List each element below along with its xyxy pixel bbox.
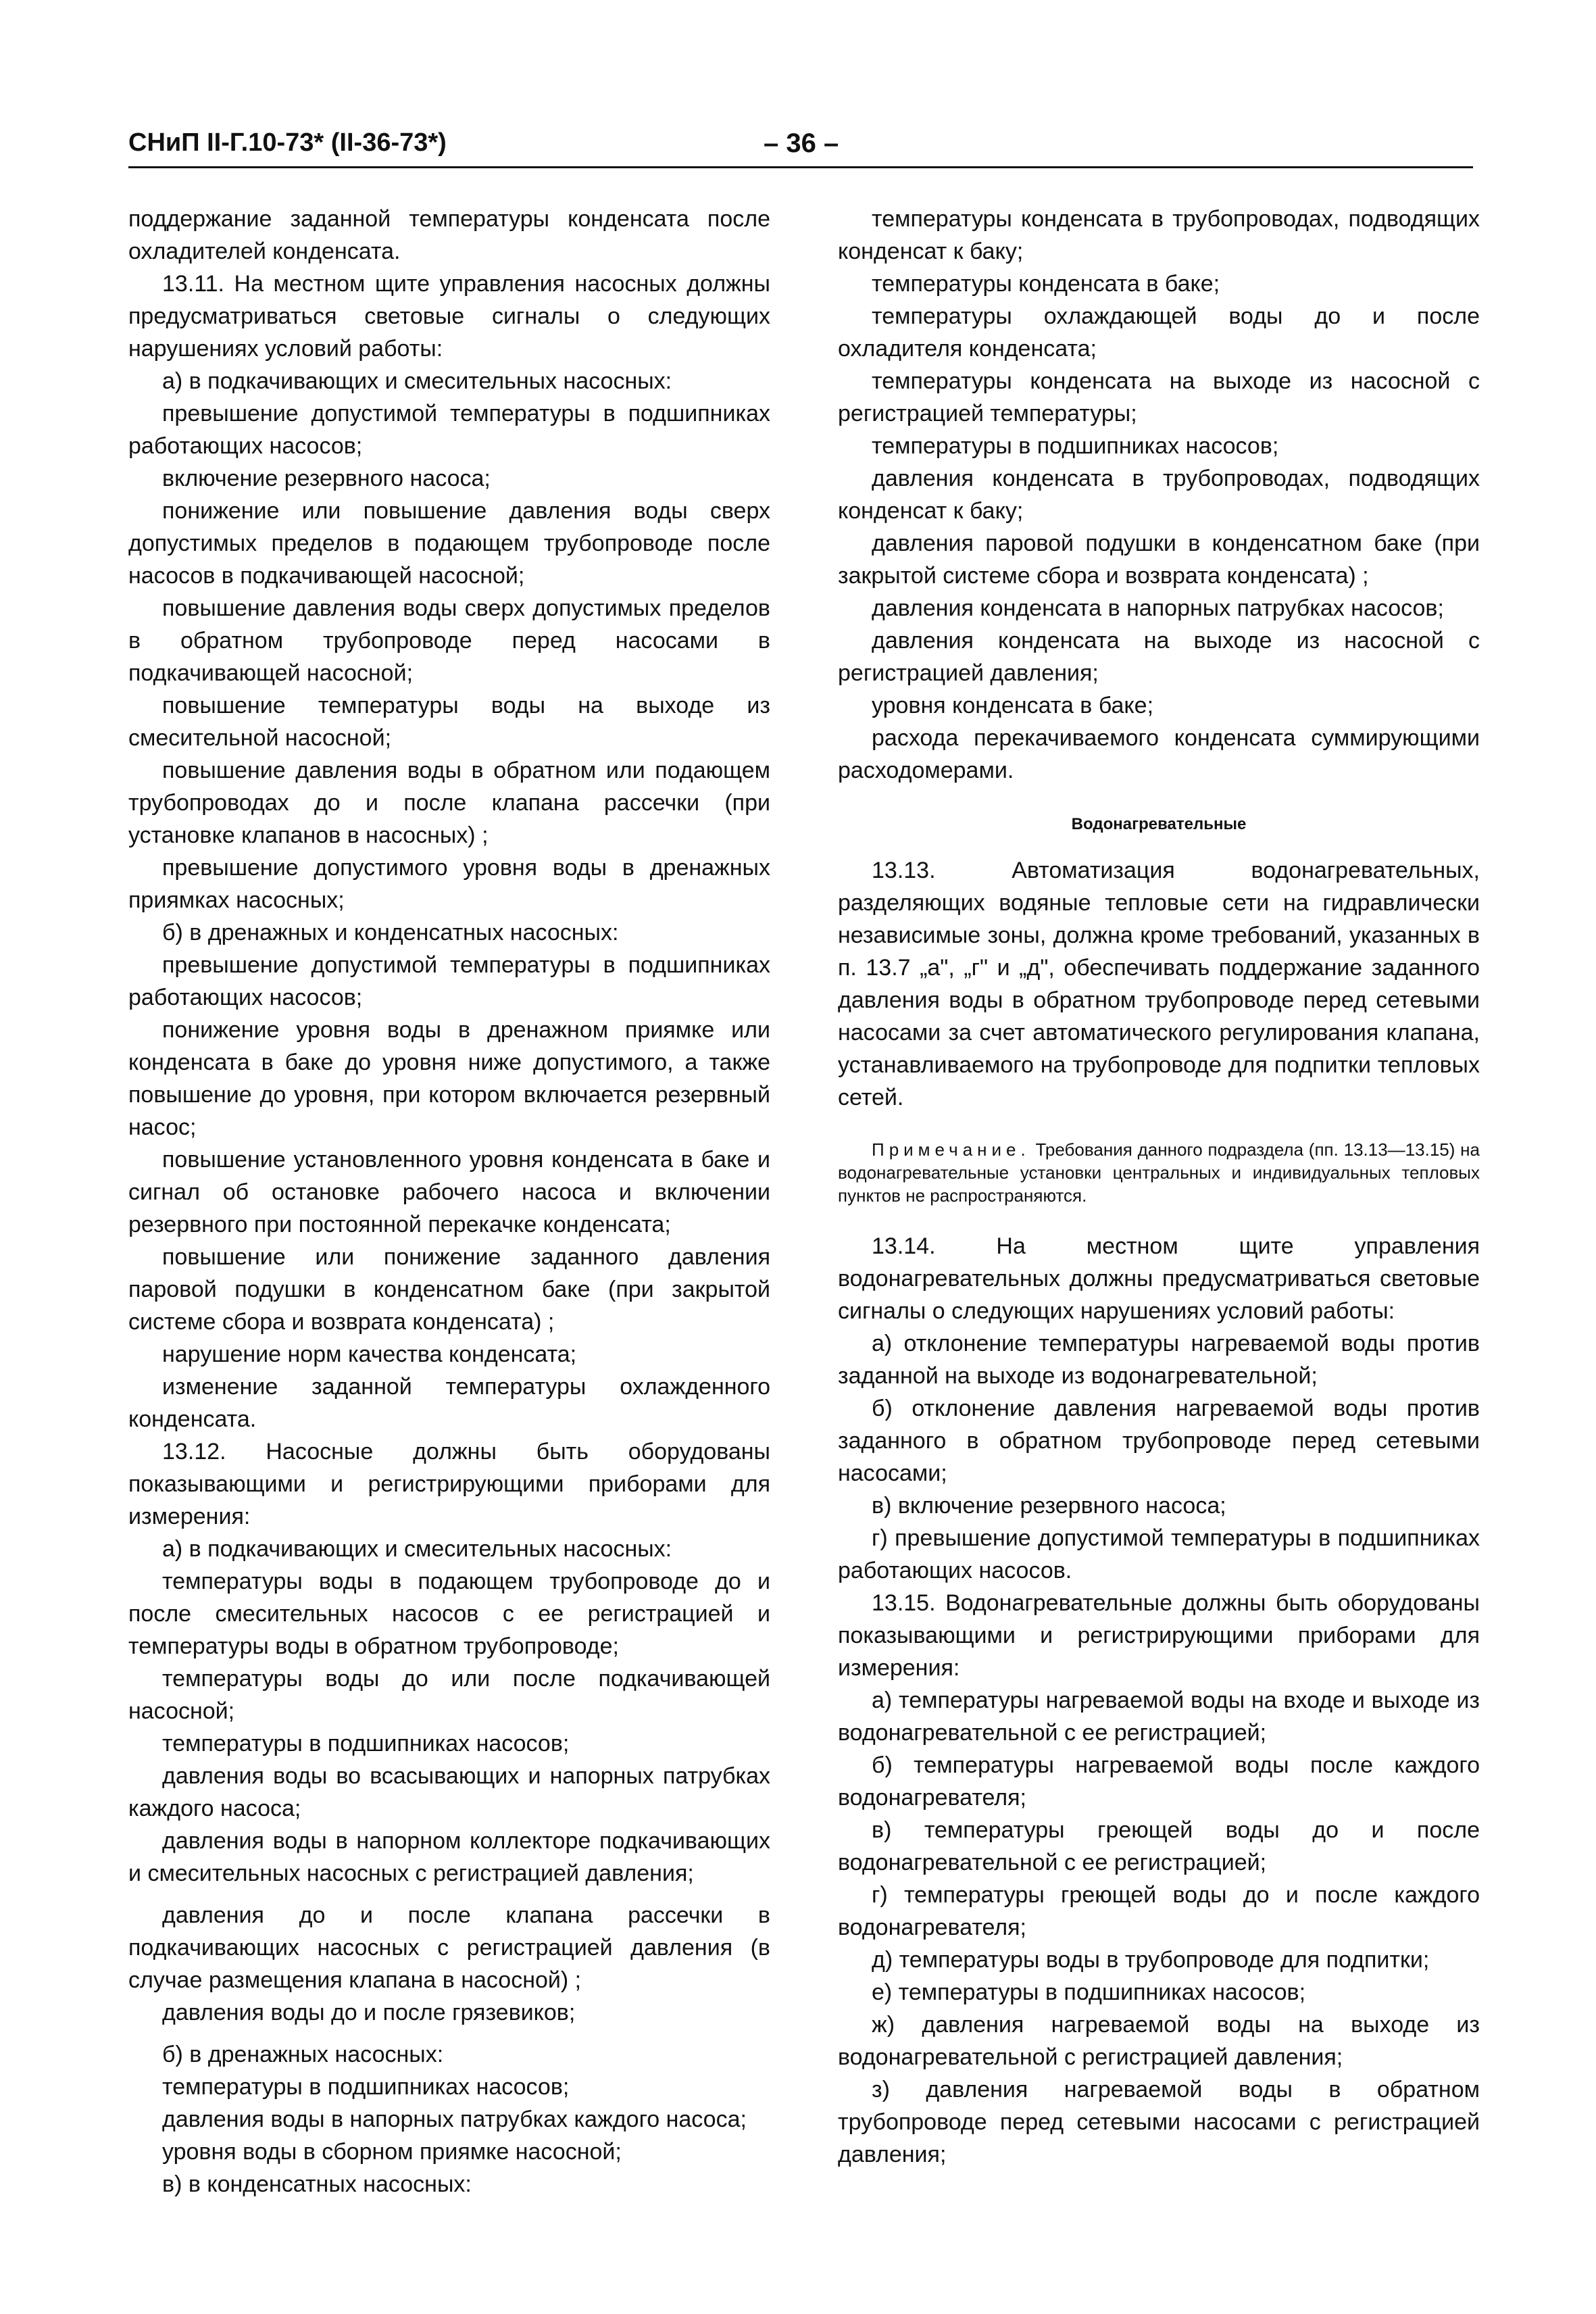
list-item: превышение допустимой температуры в подшипниках работающих насосов; [128, 952, 770, 1010]
paragraph-13-12: 13.12. Насосные должны быть оборудованы показывающими и регистрирующими приборами для измерения: [128, 1439, 770, 1529]
list-item: давления до и после клапана рассечки в подкачивающих насосных с регистрацией давления (в случае размещения клапана в насосной) ; [128, 1902, 770, 1993]
note-label: Примечание. [872, 1139, 1030, 1160]
right-column [838, 203, 1480, 2171]
list-item: б) в дренажных и конденсатных насосных: [162, 920, 619, 945]
list-item: а) отклонение температуры нагреваемой воды против заданной на выходе из водонагревательной; [838, 1331, 1480, 1389]
list-item: уровня воды в сборном приямке насосной; [162, 2139, 622, 2165]
list-item: давления паровой подушки в конденсатном баке (при закрытой системе сбора и возврата конденсата) ; [838, 531, 1480, 589]
paragraph: поддержание заданной температуры конденсата после охладителей конденсата. [128, 206, 770, 264]
list-item: г) температуры греющей воды до и после каждого водонагревателя; [838, 1882, 1480, 1940]
list-item: е) температуры в подшипниках насосов; [872, 1979, 1306, 2005]
list-item: а) в подкачивающих и смесительных насосных: [162, 1536, 672, 1562]
list-item: в) температуры греющей воды до и после водонагревательной с ее регистрацией; [838, 1817, 1480, 1875]
list-item: температуры конденсата в трубопроводах, подводящих конденсат к баку; [838, 206, 1480, 264]
list-item: уровня конденсата в баке; [872, 693, 1154, 718]
list-item: температуры конденсата на выходе из насосной с регистрацией температуры; [838, 368, 1480, 426]
page-number: – 36 – [764, 128, 839, 158]
list-item: з) давления нагреваемой воды в обратном трубопроводе перед сетевыми насосами с регистрацией давления; [838, 2077, 1480, 2167]
left-column [128, 203, 770, 2200]
list-item: давления воды до и после грязевиков; [162, 2000, 576, 2025]
list-item: понижение уровня воды в дренажном приямке или конденсата в баке до уровня ниже допустимого, а также повышение до уровня, при котором включается резервный насос; [128, 1017, 770, 1140]
page-header [128, 128, 1473, 169]
list-item: повышение давления воды сверх допустимых пределов в обратном трубопроводе перед насосами в подкачивающей насосной; [128, 595, 770, 686]
list-item: б) температуры нагреваемой воды после каждого водонагревателя; [838, 1752, 1480, 1811]
list-item: давления конденсата в трубопроводах, подводящих конденсат к баку; [838, 466, 1480, 524]
note-text: Требования данного подраздела (пп. 13.13—13.15) на водонагревательные установки центральных и индивидуальных тепловых пунктов не распространяются. [838, 1139, 1480, 1206]
list-item: температуры в подшипниках насосов; [162, 2074, 570, 2100]
list-item: б) в дренажных насосных: [162, 2042, 444, 2067]
list-item: температуры охлаждающей воды до и после охладителя конденсата; [838, 303, 1480, 362]
paragraph-13-11: 13.11. На местном щите управления насосных должны предусматриваться световые сигналы о следующих нарушениях условий работы: [128, 271, 770, 362]
list-item: давления воды в напорном коллекторе подкачивающих и смесительных насосных с регистрацией давления; [128, 1828, 770, 1886]
section-heading: Водонагревательные [1071, 815, 1247, 833]
paragraph-13-13: 13.13. Автоматизация водонагревательных, разделяющих водяные тепловые сети на гидравлически независимые зоны, должна кроме требований, указанных в п. 13.7 „а", „г" и „д", обеспечивать поддержание заданного давления воды в обратном трубопроводе перед сетевыми насосами за счет автоматического регулирования клапана, устанавливаемого на трубопроводе для подпитки тепловых сетей. [838, 858, 1480, 1110]
list-item: повышение или понижение заданного давления паровой подушки в конденсатном баке (при закрытой системе сбора и возврата конденсата) ; [128, 1244, 770, 1335]
list-item: а) в подкачивающих и смесительных насосных: [162, 368, 672, 394]
list-item: повышение установленного уровня конденсата в баке и сигнал об остановке рабочего насоса и включении резервного при постоянной перекачке конденсата; [128, 1147, 770, 1237]
document-code: СНиП II-Г.10-73* (II-36-73*) [128, 128, 447, 157]
list-item: давления воды во всасывающих и напорных патрубках каждого насоса; [128, 1763, 770, 1821]
list-item: нарушение норм качества конденсата; [162, 1341, 577, 1367]
list-item: температуры в подшипниках насосов; [872, 433, 1279, 459]
list-item: б) отклонение давления нагреваемой воды против заданного в обратном трубопроводе перед сетевыми насосами; [838, 1396, 1480, 1486]
list-item: расхода перекачиваемого конденсата суммирующими расходомерами. [838, 725, 1480, 783]
list-item: давления конденсата в напорных патрубках насосов; [872, 595, 1444, 621]
list-item: температуры воды в подающем трубопроводе до и после смесительных насосов с ее регистрацией и температуры воды в обратном трубопроводе; [128, 1569, 770, 1659]
note [838, 1138, 1480, 1207]
paragraph-13-14: 13.14. На местном щите управления водонагревательных должны предусматриваться световые сигналы о следующих нарушениях условий работы: [838, 1233, 1480, 1324]
list-item: включение резервного насоса; [162, 466, 491, 491]
list-item: в) в конденсатных насосных: [162, 2171, 472, 2197]
list-item: ж) давления нагреваемой воды на выходе из водонагревательной с регистрацией давления; [838, 2012, 1480, 2070]
list-item: давления конденсата на выходе из насосной с регистрацией давления; [838, 628, 1480, 686]
list-item: повышение давления воды в обратном или подающем трубопроводах до и после клапана рассечки (при установке клапанов в насосных) ; [128, 758, 770, 848]
list-item: д) температуры воды в трубопроводе для подпитки; [872, 1947, 1430, 1973]
paragraph-13-15: 13.15. Водонагревательные должны быть оборудованы показывающими и регистрирующими приборами для измерения: [838, 1590, 1480, 1681]
list-item: температуры воды до или после подкачивающей насосной; [128, 1666, 770, 1724]
list-item: понижение или повышение давления воды сверх допустимых пределов в подающем трубопроводе после насосов в подкачивающей насосной; [128, 498, 770, 589]
list-item: температуры в подшипниках насосов; [162, 1731, 570, 1756]
list-item: в) включение резервного насоса; [872, 1493, 1226, 1519]
list-item: повышение температуры воды на выходе из смесительной насосной; [128, 693, 770, 751]
list-item: давления воды в напорных патрубках каждого насоса; [162, 2107, 747, 2132]
list-item: а) температуры нагреваемой воды на входе и выходе из водонагревательной с ее регистрацией; [838, 1688, 1480, 1746]
list-item: г) превышение допустимой температуры в подшипниках работающих насосов. [838, 1525, 1480, 1583]
list-item: превышение допустимой температуры в подшипниках работающих насосов; [128, 401, 770, 459]
list-item: превышение допустимого уровня воды в дренажных приямках насосных; [128, 855, 770, 913]
header-rule [128, 166, 1473, 168]
list-item: изменение заданной температуры охлажденного конденсата. [128, 1374, 770, 1432]
list-item: температуры конденсата в баке; [872, 271, 1220, 297]
